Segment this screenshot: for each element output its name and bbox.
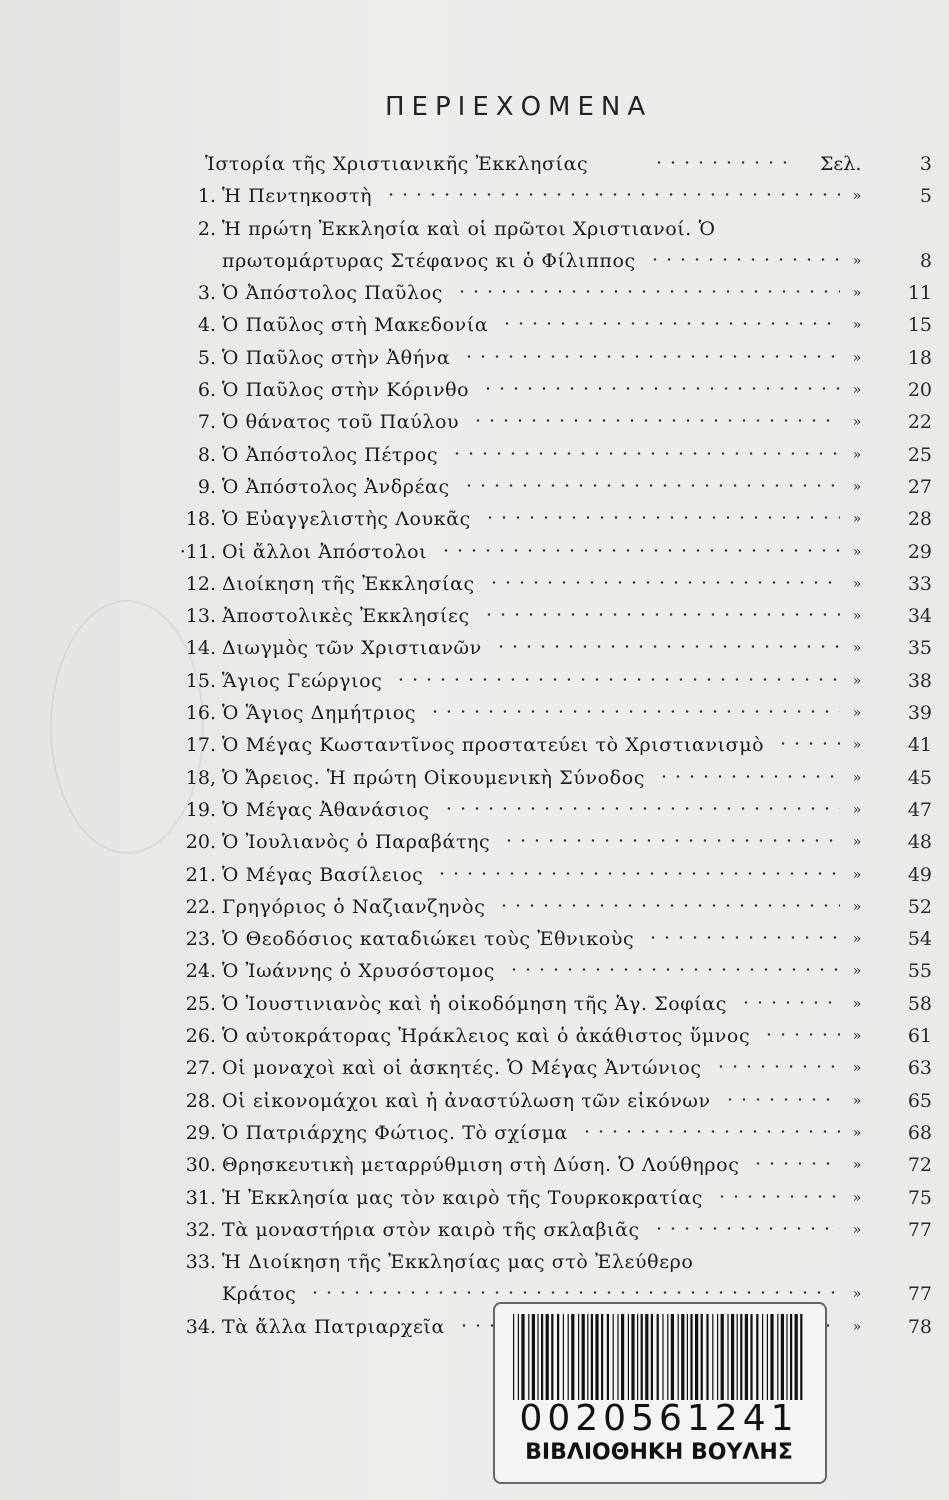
dot-leader	[487, 581, 840, 584]
toc-entry-number: 34.	[185, 1315, 216, 1338]
toc-entry	[160, 891, 935, 923]
dot-leader	[308, 1291, 840, 1294]
toc-entry-page: 78	[907, 1315, 932, 1338]
barcode-bar	[731, 1314, 734, 1400]
toc-entry-number: 19.	[185, 798, 216, 821]
toc-entry-page: 47	[907, 798, 932, 821]
toc-entry	[160, 955, 935, 987]
toc-entry	[160, 1214, 935, 1246]
toc-entry-number: 6.	[197, 379, 216, 402]
barcode-bars	[511, 1314, 807, 1400]
barcode-bar	[591, 1314, 593, 1400]
ditto-mark: »	[852, 1189, 862, 1206]
toc-entry	[160, 536, 935, 568]
toc-entry-page: 61	[907, 1025, 932, 1048]
barcode-bar	[657, 1314, 659, 1400]
barcode-bar	[607, 1314, 609, 1400]
barcode-bar	[786, 1314, 787, 1400]
barcode-bar	[578, 1314, 579, 1400]
toc-entry-continuation	[160, 245, 935, 277]
toc-entry-title: Ἡ πρώτη Ἐκκλησία καὶ οἱ πρῶτοι Χριστιανοί. Ὁ	[222, 217, 716, 240]
toc-entry-title: Ἡ Πεντηκοστὴ	[222, 185, 373, 208]
toc-entry	[160, 374, 935, 406]
dot-leader	[507, 968, 840, 971]
ditto-mark: »	[852, 252, 862, 269]
toc-entry-number: 24.	[185, 960, 216, 983]
toc-entry	[160, 213, 935, 245]
barcode-bar	[667, 1314, 668, 1400]
toc-entry-page: 68	[907, 1121, 932, 1144]
barcode-bar	[762, 1314, 763, 1400]
toc-entry	[160, 1117, 935, 1149]
toc-entry-page: 41	[907, 734, 932, 757]
toc-entry-title: Ὁ Μέγας Βασίλειος	[222, 863, 424, 886]
toc-entry	[160, 1149, 935, 1181]
barcode-bar	[546, 1314, 549, 1400]
barcode-bar	[701, 1314, 703, 1400]
dot-leader	[394, 678, 840, 681]
toc-entry-number: 14.	[185, 637, 216, 660]
ditto-mark: »	[852, 1318, 862, 1335]
barcode-bar	[641, 1314, 643, 1400]
toc-entry	[160, 923, 935, 955]
toc-entry-page: 77	[907, 1283, 932, 1306]
toc-entry-number: 18.	[185, 508, 216, 531]
toc-header-text: Ἱστορία τῆς Χριστιανικῆς Ἐκκλησίας	[205, 153, 589, 175]
ditto-mark: »	[852, 511, 862, 528]
barcode-bar	[750, 1314, 752, 1400]
ditto-mark: »	[852, 931, 862, 948]
ditto-mark: »	[852, 1221, 862, 1238]
barcode-bar	[532, 1314, 535, 1400]
barcode-bar	[628, 1314, 629, 1400]
barcode-bar	[781, 1314, 784, 1400]
toc-header-row	[160, 148, 935, 180]
dot-leader	[502, 839, 840, 842]
ditto-mark: »	[852, 446, 862, 463]
dot-leader	[762, 1033, 840, 1036]
toc-entry-page: 11	[907, 282, 932, 305]
page-title: ΠΕΡΙΕΧΟΜΕΝΑ	[385, 92, 653, 122]
ditto-mark: »	[852, 963, 862, 980]
dot-leader	[482, 613, 840, 616]
toc-entry	[160, 180, 935, 212]
toc-entry-title-continuation: Κράτος	[222, 1283, 297, 1306]
ditto-mark: »	[852, 995, 862, 1012]
toc-entry-number: 25.	[185, 992, 216, 1015]
barcode-bar	[690, 1314, 692, 1400]
toc-entry-page: 75	[907, 1186, 932, 1209]
toc-entry	[160, 632, 935, 664]
barcode-library-name: ΒΙΒΛΙΟΘΗΚΗ ΒΟΥΛΗΣ	[525, 1440, 793, 1465]
toc-entry-title: Ἡ Ἐκκλησία μας τὸν καιρὸ τῆς Τουρκοκρατίας	[222, 1186, 703, 1209]
toc-entry-title: Ὁ Ἀπόστολος Πέτρος	[222, 443, 439, 466]
toc-entry-page: 63	[907, 1057, 932, 1080]
toc-entry-title: Διωγμὸς τῶν Χριστιανῶν	[222, 637, 482, 660]
barcode-bar	[637, 1314, 638, 1400]
toc-entry-number: 13.	[185, 605, 216, 628]
ditto-mark: »	[852, 478, 862, 495]
ditto-mark: »	[852, 1157, 862, 1174]
ditto-mark: »	[852, 285, 862, 302]
dot-leader	[462, 355, 840, 358]
barcode-bar	[518, 1314, 519, 1400]
toc-entry	[160, 697, 935, 729]
dot-leader	[723, 1098, 840, 1101]
ditto-mark: »	[852, 769, 862, 786]
toc-entry-title: Γρηγόριος ὁ Ναζιανζηνὸς	[222, 895, 486, 918]
toc-entry-page: 18	[907, 346, 932, 369]
ditto-mark: »	[852, 1092, 862, 1109]
barcode-bar	[678, 1314, 679, 1400]
ditto-mark: »	[852, 705, 862, 722]
barcode-label	[493, 1302, 827, 1484]
toc-entry-page: 39	[907, 702, 932, 725]
toc-entry-number: 9.	[197, 475, 216, 498]
ditto-mark: »	[852, 575, 862, 592]
dot-leader	[648, 258, 840, 261]
dot-leader	[384, 193, 840, 196]
dot-leader	[739, 1001, 840, 1004]
toc-entry-title: Ὁ Ἀπόστολος Παῦλος	[222, 282, 443, 305]
toc-entry-page: 22	[907, 411, 932, 434]
dot-leader	[450, 452, 840, 455]
toc-entry-number: 31.	[185, 1186, 216, 1209]
toc-entry-page: 55	[907, 960, 932, 983]
toc-entry-title: Ὁ Ἰωάννης ὁ Χρυσόστομος	[222, 960, 496, 983]
toc-entry	[160, 988, 935, 1020]
dot-leader	[497, 904, 840, 907]
toc-entry-title: Ὁ Ἰουλιανὸς ὁ Παραβάτης	[222, 831, 491, 854]
toc-entry-title: Ὁ θάνατος τοῦ Παύλου	[222, 411, 460, 434]
toc-entry-page: 29	[907, 540, 932, 563]
toc-entry-number: 26.	[185, 1025, 216, 1048]
barcode-bar	[721, 1314, 724, 1400]
toc-entry	[160, 406, 935, 438]
barcode-bar	[528, 1314, 529, 1400]
toc-entry-title: Ὁ Παῦλος στὴν Ἀθήνα	[222, 346, 451, 369]
ditto-mark: »	[852, 866, 862, 883]
toc-entry-page: 49	[907, 863, 932, 886]
dot-leader	[442, 807, 840, 810]
barcode-bar	[717, 1314, 718, 1400]
toc-entry	[160, 277, 935, 309]
dot-leader	[715, 1195, 840, 1198]
dot-leader	[500, 322, 840, 325]
toc-entry-number: 23.	[185, 928, 216, 951]
toc-entry-title: Ὁ αὐτοκράτορας Ἡράκλειος καὶ ὁ ἀκάθιστος ὕμνος	[222, 1025, 751, 1048]
toc-entry-page: 8	[919, 249, 932, 272]
toc-entry	[160, 309, 935, 341]
toc-entry-page: 15	[907, 314, 932, 337]
toc-entry-title: Ὁ Παῦλος στὴ Μακεδονία	[222, 314, 489, 337]
toc-entry-number: 32.	[185, 1218, 216, 1241]
ditto-mark: »	[852, 608, 862, 625]
ditto-mark: »	[852, 1286, 862, 1303]
dot-leader	[776, 742, 840, 745]
barcode-bar	[767, 1314, 768, 1400]
toc-entry-title: Ὁ Μέγας Ἀθανάσιος	[222, 798, 430, 821]
barcode-bar	[587, 1314, 588, 1400]
barcode-bar	[737, 1314, 738, 1400]
barcode-bar	[513, 1314, 514, 1400]
toc-entry-number: ·11.	[179, 540, 216, 563]
dot-leader	[483, 516, 840, 519]
dot-leader	[455, 290, 840, 293]
toc-entry-title-continuation: πρωτομάρτυρας Στέφανος κι ὁ Φίλιππος	[222, 249, 636, 272]
barcode-bar	[687, 1314, 688, 1400]
barcode-bar	[770, 1314, 773, 1400]
toc-entry-title: Οἱ εἰκονομάχοι καὶ ἡ ἀναστύλωση τῶν εἰκόνων	[222, 1089, 711, 1112]
toc-entry-number: 30.	[185, 1154, 216, 1177]
barcode-bar	[563, 1314, 564, 1400]
toc-entry-page: 65	[907, 1089, 932, 1112]
barcode-bar	[595, 1314, 598, 1400]
barcode-bar	[712, 1314, 713, 1400]
barcode-bar	[651, 1314, 653, 1400]
toc-entry-page: 25	[907, 443, 932, 466]
barcode-bar	[671, 1314, 674, 1400]
toc-entry-title: Ὁ Ἅγιος Δημήτριος	[222, 702, 417, 725]
barcode-bar	[662, 1314, 663, 1400]
toc-entry-number: 4.	[197, 314, 216, 337]
ditto-mark: »	[852, 1060, 862, 1077]
toc-entry	[160, 600, 935, 632]
toc-entry-page: 52	[907, 895, 932, 918]
toc-entry-title: Ἅγιος Γεώργιος	[222, 669, 383, 692]
barcode-bar	[795, 1314, 798, 1400]
dot-leader	[435, 872, 840, 875]
ditto-mark: »	[852, 317, 862, 334]
ditto-mark: »	[852, 1028, 862, 1045]
toc-entry-page: 54	[907, 928, 932, 951]
toc-entry-page: 33	[907, 572, 932, 595]
toc-entry	[160, 1020, 935, 1052]
barcode-bar	[777, 1314, 778, 1400]
toc-entry-number: 29.	[185, 1121, 216, 1144]
page-label: Σελ.	[820, 153, 862, 175]
toc-entry-number: 1.	[197, 185, 216, 208]
ditto-mark: »	[852, 1124, 862, 1141]
toc-entry	[160, 729, 935, 761]
dot-leader	[751, 1162, 840, 1165]
barcode-bar	[582, 1314, 585, 1400]
barcode-bar	[621, 1314, 624, 1400]
ditto-mark: »	[852, 349, 862, 366]
dot-leader	[646, 936, 840, 939]
barcode-bar	[557, 1314, 559, 1400]
dot-leader	[714, 1065, 840, 1068]
toc-entry-number: 20.	[185, 831, 216, 854]
toc-entry-number: 16.	[185, 702, 216, 725]
toc-entry-number: 5.	[197, 346, 216, 369]
toc-entry-title: Οἱ μοναχοὶ καὶ οἱ ἀσκητές. Ὁ Μέγας Ἀντώνιος	[222, 1057, 702, 1080]
toc-entry-title: Θρησκευτικὴ μεταρρύθμιση στὴ Δύση. Ὁ Λούθηρος	[222, 1154, 740, 1177]
dot-leader	[481, 387, 840, 390]
dot-leader	[471, 419, 840, 422]
ditto-mark: »	[852, 543, 862, 560]
toc-entry	[160, 665, 935, 697]
toc-entry-title: Τὰ μοναστήρια στὸν καιρὸ τῆς σκλαβιᾶς	[222, 1218, 640, 1241]
toc-entry-number: 18,	[185, 766, 216, 789]
toc-entry	[160, 1085, 935, 1117]
toc-entry-title: Ἡ Διοίκηση τῆς Ἐκκλησίας μας στὸ Ἐλεύθερο	[222, 1251, 694, 1274]
toc-entry-title: Ὁ Ἀπόστολος Ἀνδρέας	[222, 475, 450, 498]
ditto-mark: »	[852, 382, 862, 399]
toc-entry	[160, 859, 935, 891]
barcode-bar	[756, 1314, 758, 1400]
barcode-bar	[568, 1314, 569, 1400]
ditto-mark: »	[852, 414, 862, 431]
toc-entry	[160, 762, 935, 794]
barcode-bar	[541, 1314, 543, 1400]
toc-entry-page: 34	[907, 605, 932, 628]
ditto-mark: »	[852, 737, 862, 754]
toc-entry-number: 22.	[185, 895, 216, 918]
barcode-bar	[695, 1314, 698, 1400]
ditto-mark: »	[852, 898, 862, 915]
toc-entry-number: 28.	[185, 1089, 216, 1112]
toc-entry	[160, 568, 935, 600]
toc-entry	[160, 439, 935, 471]
toc-entry-title: Τὰ ἄλλα Πατριαρχεῖα	[222, 1315, 445, 1338]
toc-entry-title: Διοίκηση τῆς Ἐκκλησίας	[222, 572, 475, 595]
toc-entry-page: 38	[907, 669, 932, 692]
barcode-bar	[613, 1314, 614, 1400]
barcode-bar	[790, 1314, 792, 1400]
toc-entry-page: 5	[919, 185, 932, 208]
toc-entry-page: 35	[907, 637, 932, 660]
toc-entry	[160, 794, 935, 826]
ditto-mark: »	[852, 672, 862, 689]
toc-entry	[160, 342, 935, 374]
dot-leader	[657, 775, 840, 778]
toc-entry	[160, 503, 935, 535]
toc-entry-number: 17.	[185, 734, 216, 757]
toc-entry-title: Ὁ Ἄρειος. Ἡ πρώτη Οἰκουμενικὴ Σύνοδος	[222, 766, 645, 789]
toc-entry-page: 77	[907, 1218, 932, 1241]
toc-entry-number: 33.	[185, 1251, 216, 1274]
toc-entry-number: 3.	[197, 282, 216, 305]
barcode-bar	[601, 1314, 603, 1400]
dot-leader	[462, 484, 840, 487]
ditto-mark: »	[852, 640, 862, 657]
toc-entry-title: Οἱ ἄλλοι Ἀπόστολοι	[222, 540, 428, 563]
toc-entry-number: 2.	[197, 217, 216, 240]
toc-entry-page: 72	[907, 1154, 932, 1177]
toc-entry	[160, 1052, 935, 1084]
ditto-mark: »	[852, 188, 862, 205]
barcode-number: 0020561241	[519, 1398, 799, 1439]
barcode-bar	[551, 1314, 553, 1400]
toc-entry	[160, 1182, 935, 1214]
dot-leader	[652, 161, 792, 164]
barcode-bar	[645, 1314, 648, 1400]
barcode-bar	[521, 1314, 524, 1400]
ditto-mark: »	[852, 801, 862, 818]
barcode-bar	[537, 1314, 538, 1400]
toc-entry-number: 8.	[197, 443, 216, 466]
barcode-bar	[617, 1314, 618, 1400]
barcode-bar	[706, 1314, 708, 1400]
barcode-bar	[571, 1314, 574, 1400]
table-of-contents	[160, 148, 935, 1343]
toc-entry	[160, 1246, 935, 1278]
barcode-bar	[681, 1314, 684, 1400]
toc-entry-title: Ἀποστολικὲς Ἐκκλησίες	[222, 605, 470, 628]
toc-entry-page: 20	[907, 379, 932, 402]
dot-leader	[580, 1130, 840, 1133]
barcode-bar	[745, 1314, 748, 1400]
dot-leader	[428, 710, 840, 713]
toc-entry-page: 58	[907, 992, 932, 1015]
toc-entry-number: 21.	[185, 863, 216, 886]
barcode-bar	[800, 1314, 802, 1400]
ditto-mark: »	[852, 834, 862, 851]
toc-entry-number: 12.	[185, 572, 216, 595]
toc-entry-title: Ὁ Πατριάρχης Φώτιος. Τὸ σχίσμα	[222, 1121, 568, 1144]
toc-entry	[160, 826, 935, 858]
toc-entry-number: 27.	[185, 1057, 216, 1080]
toc-entry-page: 45	[907, 766, 932, 789]
dot-leader	[494, 645, 840, 648]
dot-leader	[652, 1227, 840, 1230]
toc-entry-title: Ὁ Μέγας Κωσταντῖνος προστατεύει τὸ Χριστιανισμὸ	[222, 734, 765, 757]
toc-entry-number: 7.	[197, 411, 216, 434]
toc-entry-title: Ὁ Εὐαγγελιστὴς Λουκᾶς	[222, 508, 471, 531]
toc-entry-title: Ὁ Παῦλος στὴν Κόρινθο	[222, 379, 470, 402]
toc-entry	[160, 471, 935, 503]
toc-header-page: 3	[919, 153, 932, 175]
toc-entry-title: Ὁ Ἰουστινιανὸς καὶ ἡ οἰκοδόμηση τῆς Ἁγ. Σοφίας	[222, 992, 727, 1015]
dot-leader	[439, 549, 840, 552]
toc-entry-page: 27	[907, 475, 932, 498]
barcode-bar	[727, 1314, 728, 1400]
toc-entry-page: 48	[907, 831, 932, 854]
toc-entry-title: Ὁ Θεοδόσιος καταδιώκει τοὺς Ἐθνικοὺς	[222, 928, 635, 951]
toc-entry-page: 28	[907, 508, 932, 531]
barcode-bar	[740, 1314, 742, 1400]
barcode-bar	[631, 1314, 634, 1400]
toc-entry-number: 15.	[185, 669, 216, 692]
